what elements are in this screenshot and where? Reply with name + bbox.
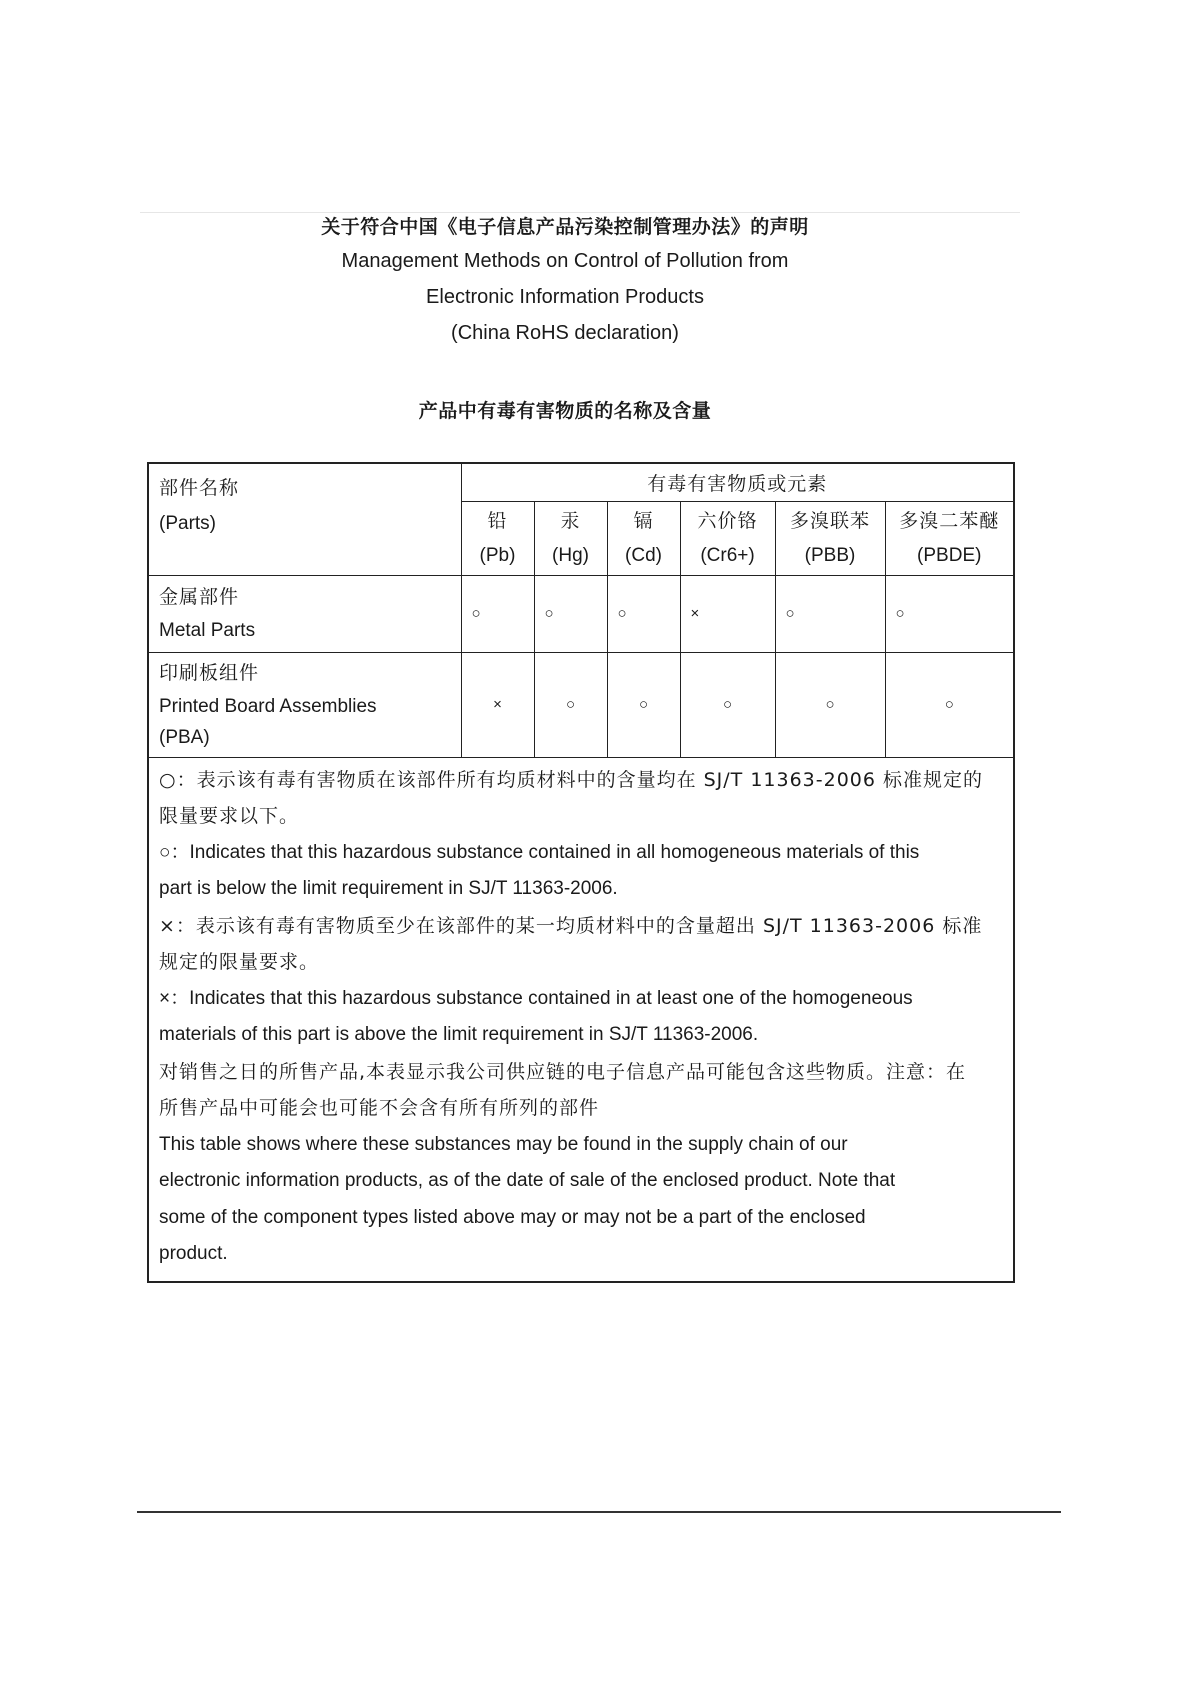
title-en-line3: (China RoHS declaration): [451, 322, 679, 344]
note-supply-en-3: some of the component types listed above may or may not be a part of the enclosed: [159, 1206, 866, 1228]
note-supply-cn-2: 所售产品中可能会也可能不会含有所有所列的部件: [159, 1097, 600, 1119]
substance-cn-pbb: 多溴联苯: [775, 501, 885, 538]
mark-cell: ○: [680, 652, 775, 757]
table-row: [148, 575, 1014, 652]
table-row: [148, 652, 1014, 757]
parts-label-cn: 部件名称: [159, 477, 240, 499]
mark-cell: ○: [885, 652, 1014, 757]
row-name-cell: [148, 575, 461, 652]
substance-cn-hg: 汞: [534, 501, 607, 538]
notes-cell: [148, 757, 1014, 1282]
mark-cell: ×: [461, 652, 534, 757]
substance-cn-pb: 铅: [461, 501, 534, 538]
mark-cell: ○: [534, 575, 607, 652]
row-name-en: Printed Board Assemblies: [159, 695, 377, 717]
substance-en-pbb: (PBB): [775, 538, 885, 575]
title-en-line1: Management Methods on Control of Pollution from: [341, 250, 789, 272]
footer-rule: [137, 1511, 1061, 1513]
mark-cell: ○: [607, 575, 680, 652]
note-cross-cn-2: 规定的限量要求。: [159, 951, 320, 973]
substance-en-cr6: (Cr6+): [680, 538, 775, 575]
title-cn: 关于符合中国《电子信息产品污染控制管理办法》的声明: [321, 216, 809, 238]
note-circle-cn-2: 限量要求以下。: [159, 805, 300, 827]
note-cross-en-2: materials of this part is above the limit requirement in SJ/T 11363-2006.: [159, 1024, 759, 1045]
substance-en-pb: (Pb): [461, 538, 534, 575]
substance-cn-cd: 镉: [607, 501, 680, 538]
mark-cell: ○: [534, 652, 607, 757]
substance-en-pbde: (PBDE): [885, 538, 1014, 575]
group-header: 有毒有害物质或元素: [461, 463, 1014, 501]
substance-cn-cr6: 六价铬: [680, 501, 775, 538]
note-circle-en-2: part is below the limit requirement in SJ/T 11363-2006.: [159, 878, 618, 899]
parts-header-cell: [148, 463, 461, 575]
note-circle-en-1: ○：Indicates that this hazardous substance contained in all homogeneous materials of this: [159, 841, 920, 863]
parts-label-en: (Parts): [159, 513, 216, 534]
substance-en-hg: (Hg): [534, 538, 607, 575]
note-cross-en-1: ×：Indicates that this hazardous substance contained in at least one of the homogeneous: [159, 987, 913, 1009]
title-en-line2: Electronic Information Products: [426, 286, 704, 308]
subtitle-cn: 产品中有毒有害物质的名称及含量: [418, 400, 712, 422]
mark-cell: ○: [775, 652, 885, 757]
note-supply-en-4: product.: [159, 1243, 228, 1264]
row-name-cn: 印刷板组件: [159, 661, 260, 684]
row-name-cell: [148, 652, 461, 757]
substance-en-cd: (Cd): [607, 538, 680, 575]
row-name-en2: (PBA): [159, 726, 210, 748]
note-circle-cn-1: ○：表示该有毒有害物质在该部件所有均质材料中的含量均在 SJ/T 11363-2006 标准规定的: [159, 768, 984, 791]
notes-row: [148, 757, 1014, 1282]
mark-cell: ○: [461, 575, 534, 652]
note-supply-en-2: electronic information products, as of the date of sale of the enclosed product. Note that: [159, 1170, 896, 1191]
mark-cell: ○: [607, 652, 680, 757]
row-name-en: Metal Parts: [159, 619, 256, 641]
substance-cn-pbde: 多溴二苯醚: [885, 501, 1014, 538]
note-supply-cn-1: 对销售之日的所售产品,本表显示我公司供应链的电子信息产品可能包含这些物质。注意：在: [159, 1060, 967, 1083]
mark-cell: ○: [885, 575, 1014, 652]
mark-cell: ○: [775, 575, 885, 652]
row-name-cn: 金属部件: [159, 585, 240, 608]
note-supply-en-1: This table shows where these substances may be found in the supply chain of our: [159, 1133, 848, 1155]
mark-cell: ×: [680, 575, 775, 652]
note-cross-cn-1: ×：表示该有毒有害物质至少在该部件的某一均质材料中的含量超出 SJ/T 11363-2006 标准: [159, 914, 983, 937]
rohs-table: [147, 462, 1015, 1283]
